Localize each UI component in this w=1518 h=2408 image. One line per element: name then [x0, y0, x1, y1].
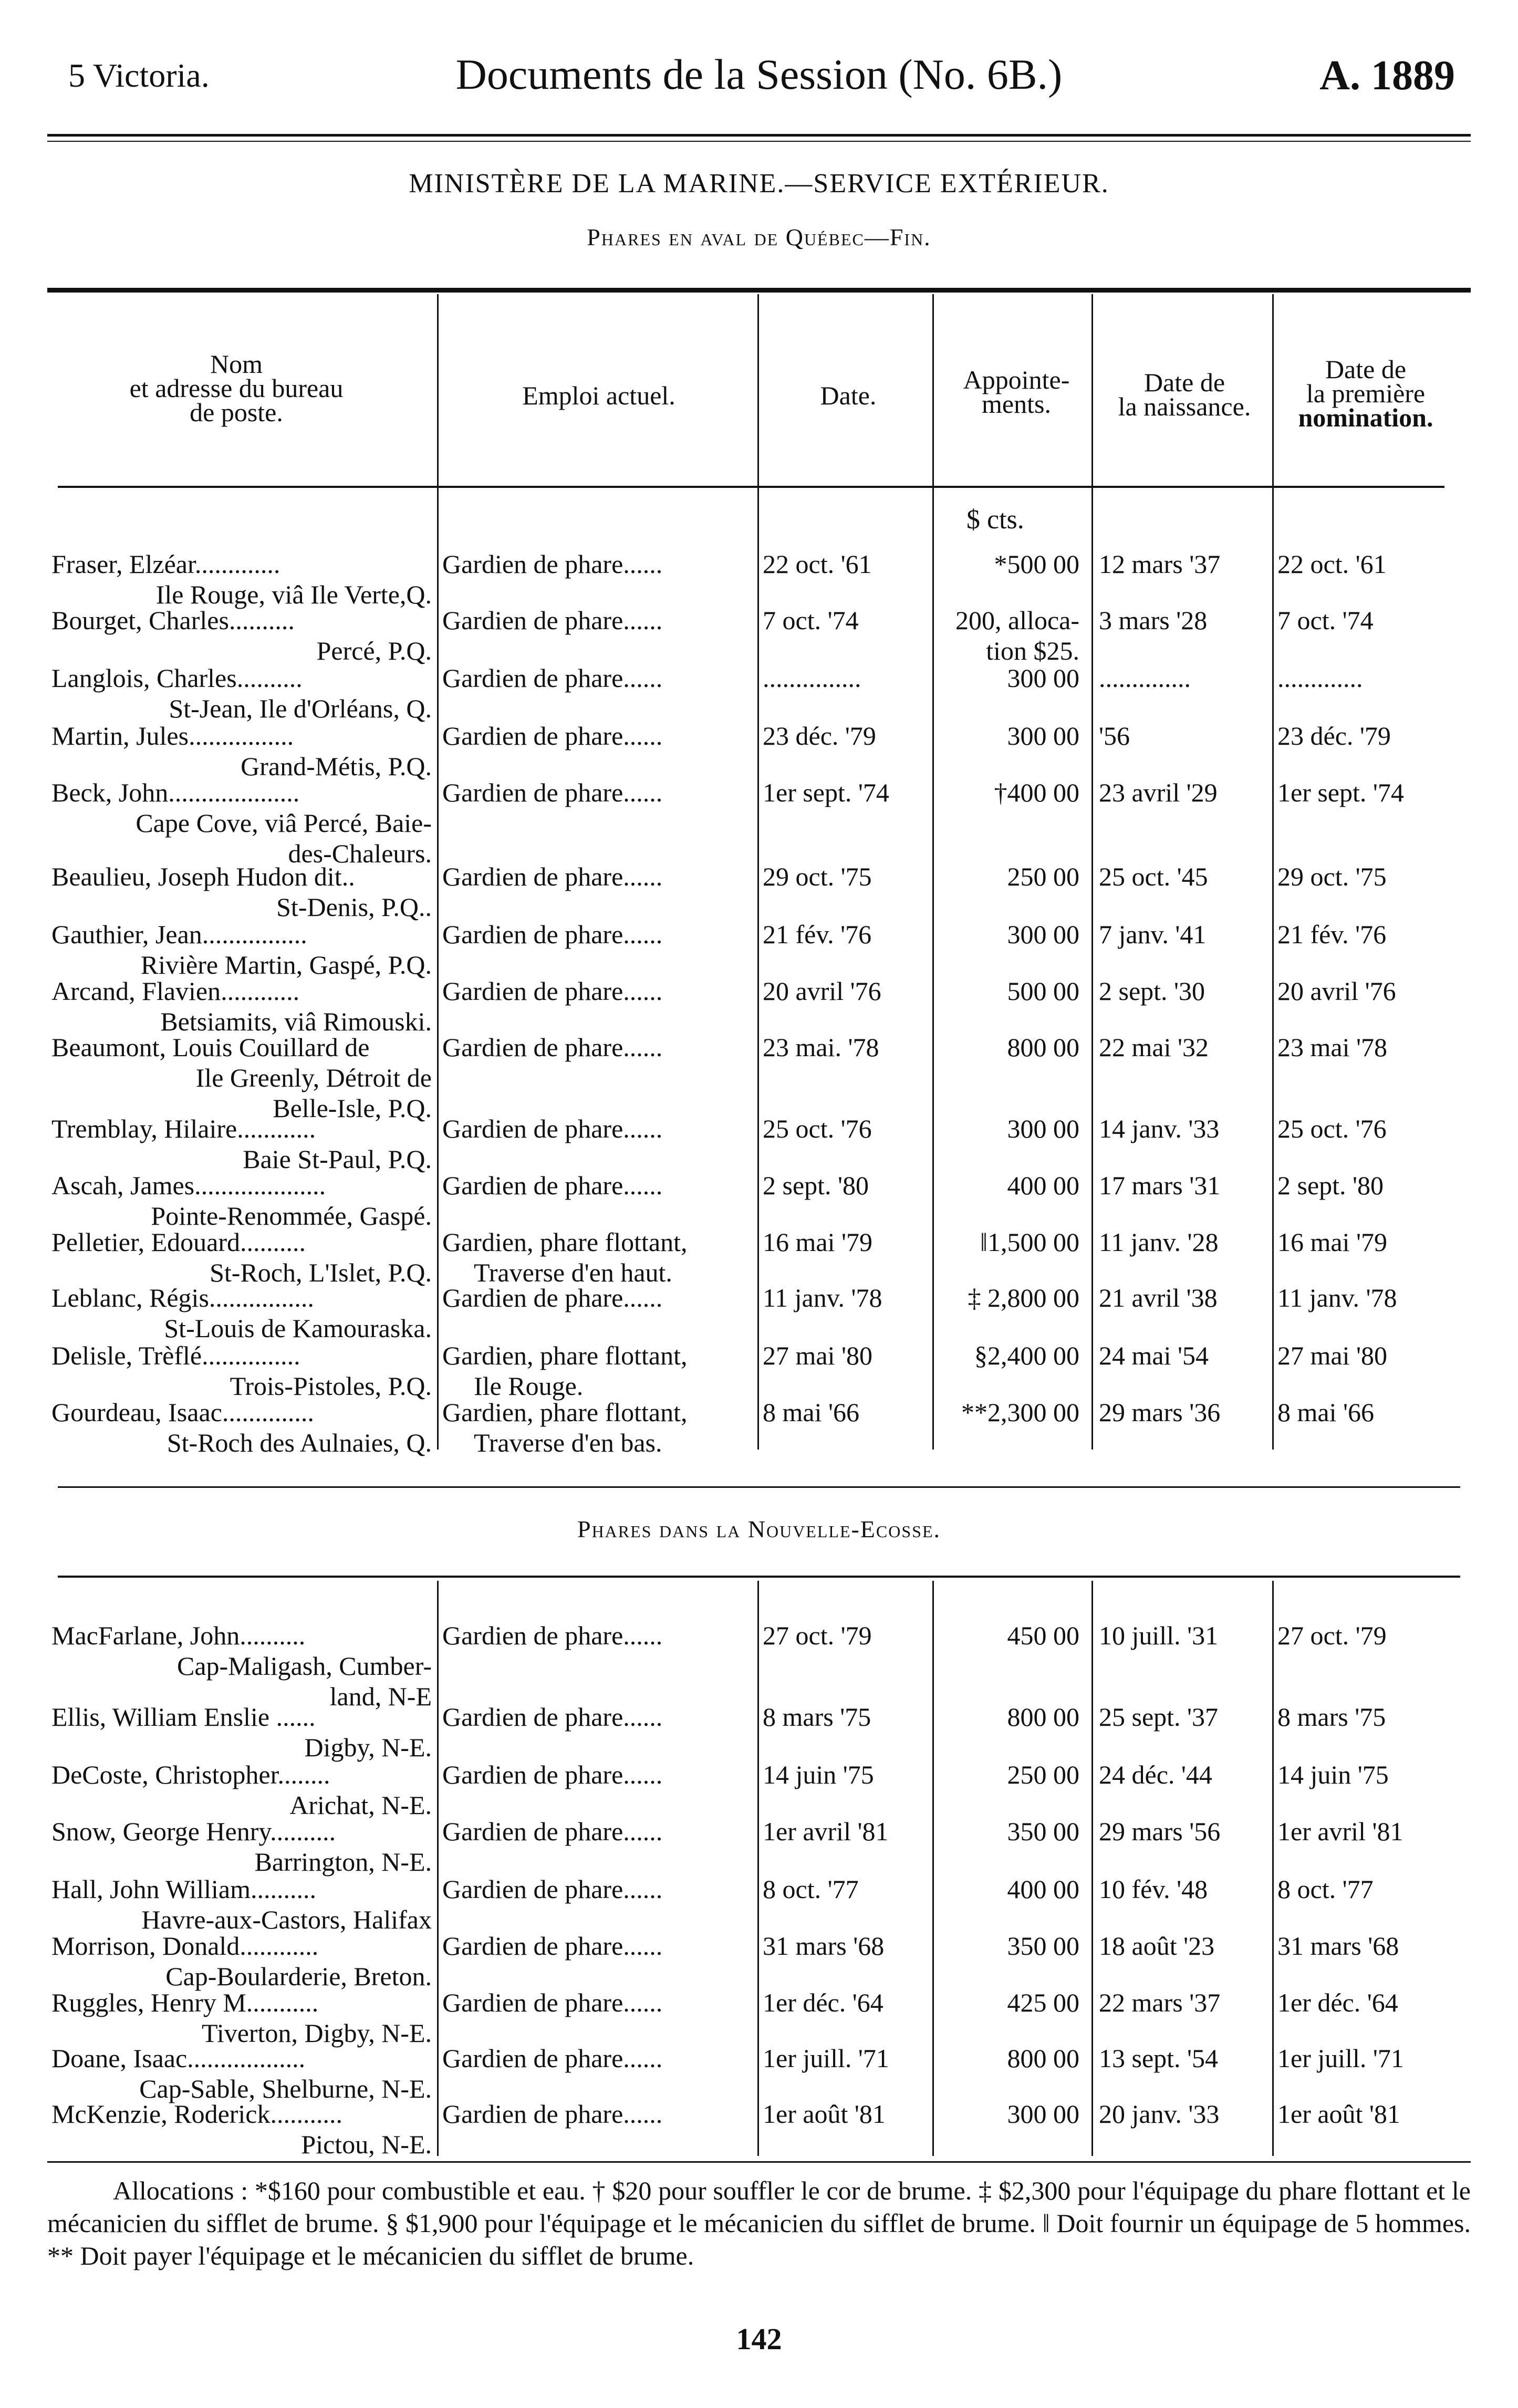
person-cell: [51, 2099, 435, 2160]
birth-date: 7 janv. '41: [1099, 920, 1207, 949]
first-nomination-date: 1er sept. '74: [1277, 778, 1404, 807]
salary-value: 300 00: [1007, 721, 1079, 750]
salary-cell: [938, 549, 1079, 579]
salary-cell: [938, 1874, 1079, 1904]
person-cell: [51, 919, 435, 980]
salary-value: 300 00: [1007, 2099, 1079, 2129]
salary-value: 300 00: [1007, 663, 1079, 693]
position-cell: [442, 1227, 755, 1288]
position-cell: [442, 721, 755, 751]
header-right: A. 1889: [1319, 53, 1455, 99]
person-cell: [51, 1340, 435, 1401]
column-header-nom-l2: et adresse du bureau: [129, 373, 344, 403]
position-cell: [442, 663, 755, 693]
appointment-date: 1er juill. '71: [763, 2044, 889, 2073]
position-cell: [442, 1874, 755, 1904]
salary-cell: [938, 2043, 1079, 2073]
birth-date: 2 sept. '30: [1099, 976, 1205, 1006]
column-header-appt-l2: ments.: [982, 389, 1051, 419]
salary-value: 800 00: [1007, 1033, 1079, 1062]
first-nomination-date: 27 mai '80: [1277, 1341, 1387, 1370]
salary-value: 800 00: [1007, 2044, 1079, 2073]
salary-value: 250 00: [1007, 862, 1079, 891]
person-name: Beaulieu, Joseph Hudon dit..: [51, 862, 355, 891]
column-divider: [757, 1581, 759, 2156]
salary-cell: [938, 976, 1079, 1006]
first-nomination-date: 23 déc. '79: [1277, 721, 1391, 750]
person-name: Gourdeau, Isaac..............: [51, 1398, 314, 1427]
birth-date: 25 sept. '37: [1099, 1702, 1219, 1732]
salary-value: 350 00: [1007, 1817, 1079, 1846]
person-name: Leblanc, Régis................: [51, 1283, 314, 1312]
salary-value: †400 00: [994, 778, 1079, 807]
salary-value: 425 00: [1007, 1988, 1079, 2017]
birth-date: 21 avril '38: [1099, 1283, 1218, 1312]
column-header-premiere-nomination: [1276, 357, 1455, 430]
first-nomination-date: 11 janv. '78: [1277, 1283, 1397, 1312]
salary-cell: [938, 1283, 1079, 1313]
appointment-date: 7 oct. '74: [763, 606, 859, 635]
post-office-address: St-Roch, L'Islet, P.Q.: [210, 1258, 432, 1287]
salary-value: ‡ 2,800 00: [968, 1283, 1079, 1312]
first-nomination-date: 20 avril '76: [1277, 976, 1396, 1006]
page-number: 142: [736, 2322, 782, 2356]
appointment-date: 2 sept. '80: [763, 1171, 869, 1200]
position-cell: [442, 1113, 755, 1144]
footnote-allocations: Allocations : *$160 pour combustible et eau. † $20 pour souffler le cor de brume. ‡ $2,300 pour l'équipage du phare flottant et le mécanicien du sifflet de brume. § $1,900 pour l'équipage et le mécanicien du sifflet de brume. ‖ Doit fournir un équipage de 5 hommes. ** Doit payer l'équipage et le mécanicien du sifflet de brume.: [47, 2176, 1471, 2270]
post-office-address-cont: land, N-E: [329, 1682, 432, 1711]
position-cell: [442, 1987, 755, 2018]
position-text-cont: Ile Rouge.: [474, 1371, 584, 1401]
position-text: Gardien de phare......: [442, 606, 663, 635]
appointment-date: 25 oct. '76: [763, 1114, 872, 1143]
post-office-address: Ile Greenly, Détroit de: [195, 1063, 432, 1092]
person-name: Bourget, Charles..........: [51, 606, 295, 635]
position-text: Gardien de phare......: [442, 862, 663, 891]
post-office-address: Barrington, N-E.: [254, 1847, 432, 1877]
post-office-address: Rivière Martin, Gaspé, P.Q.: [140, 950, 432, 979]
birth-date: 18 août '23: [1099, 1931, 1215, 1961]
position-cell: [442, 2099, 755, 2129]
person-name: Hall, John William..........: [51, 1874, 316, 1904]
post-office-address: Pointe-Renommée, Gaspé.: [151, 1201, 432, 1231]
person-name: Snow, George Henry..........: [51, 1817, 336, 1846]
person-cell: [51, 1759, 435, 1820]
position-text: Gardien de phare......: [442, 1171, 663, 1200]
first-nomination-date: 8 mars '75: [1277, 1702, 1386, 1732]
post-office-address: Cape Cove, viâ Percé, Baie-: [136, 808, 432, 838]
salary-cell: [938, 1987, 1079, 2018]
position-text: Gardien de phare......: [442, 1621, 663, 1650]
position-text: Gardien de phare......: [442, 920, 663, 949]
person-name: MacFarlane, John..........: [51, 1621, 306, 1650]
first-nomination-date: 7 oct. '74: [1277, 606, 1374, 635]
position-text: Gardien de phare......: [442, 778, 663, 807]
person-cell: [51, 1987, 435, 2048]
salary-cell: [938, 1702, 1079, 1732]
column-divider: [932, 1581, 934, 2156]
post-office-address: St-Jean, Ile d'Orléans, Q.: [169, 694, 432, 723]
footnote-rule: [47, 2161, 1471, 2163]
position-cell: [442, 1283, 755, 1313]
column-divider: [1091, 294, 1093, 1450]
person-name: DeCoste, Christopher........: [51, 1760, 330, 1789]
column-divider: [437, 294, 439, 1450]
position-text: Gardien de phare......: [442, 1874, 663, 1904]
salary-cell: [938, 2099, 1079, 2129]
position-cell: [442, 1340, 755, 1401]
position-text: Gardien de phare......: [442, 1702, 663, 1732]
person-cell: [51, 1283, 435, 1343]
person-name: Gauthier, Jean................: [51, 920, 307, 949]
first-nomination-date: 14 juin '75: [1277, 1760, 1389, 1789]
first-nomination-date: .............: [1277, 663, 1363, 693]
section2-top-rule: [58, 1576, 1460, 1578]
column-header-nom-l3: de poste.: [190, 398, 283, 427]
position-text: Gardien de phare......: [442, 549, 663, 579]
person-name: Morrison, Donald............: [51, 1931, 319, 1961]
column-header-appt-l1: Appointe-: [963, 365, 1070, 394]
post-office-address: Percé, P.Q.: [316, 636, 432, 665]
first-nomination-date: 1er juill. '71: [1277, 2044, 1404, 2073]
first-nomination-date: 29 oct. '75: [1277, 862, 1387, 891]
salary-value: 400 00: [1007, 1874, 1079, 1904]
person-cell: [51, 549, 435, 610]
person-cell: [51, 2043, 435, 2104]
birth-date: 29 mars '36: [1099, 1398, 1221, 1427]
salary-cell: [938, 1931, 1079, 1961]
birth-date: 22 mars '37: [1099, 1988, 1221, 2017]
birth-date: 22 mai '32: [1099, 1033, 1209, 1062]
appointment-date: 27 mai '80: [763, 1341, 872, 1370]
birth-date: 29 mars '56: [1099, 1817, 1221, 1846]
appointment-date: 20 avril '76: [763, 976, 881, 1006]
column-header-date: Date.: [820, 381, 877, 410]
position-text: Gardien de phare......: [442, 1114, 663, 1143]
salary-cell: [938, 1340, 1079, 1371]
person-name: Langlois, Charles..........: [51, 663, 303, 693]
first-nomination-date: 8 mai '66: [1277, 1398, 1374, 1427]
appointment-date: 8 oct. '77: [763, 1874, 859, 1904]
post-office-address: Havre-aux-Castors, Halifax: [141, 1905, 432, 1934]
birth-date: 20 janv. '33: [1099, 2099, 1220, 2129]
appointment-date: 1er déc. '64: [763, 1988, 883, 2017]
person-name: Doane, Isaac..................: [51, 2044, 306, 2073]
position-cell: [442, 1397, 755, 1458]
salary-value: 300 00: [1007, 920, 1079, 949]
currency-label: $ cts.: [966, 505, 1024, 535]
salary-cell: [938, 605, 1079, 666]
appointment-date: 1er sept. '74: [763, 778, 889, 807]
salary-value: 800 00: [1007, 1702, 1079, 1732]
post-office-address-cont: des-Chaleurs.: [288, 839, 432, 868]
birth-date: 10 juill. '31: [1099, 1621, 1219, 1650]
position-cell: [442, 1702, 755, 1732]
appointment-date: 27 oct. '79: [763, 1621, 872, 1650]
salary-value: 200, alloca-: [955, 606, 1079, 635]
column-divider: [1091, 1581, 1093, 2156]
birth-date: 11 janv. '28: [1099, 1227, 1219, 1257]
position-cell: [442, 549, 755, 579]
position-cell: [442, 2043, 755, 2073]
first-nomination-date: 25 oct. '76: [1277, 1114, 1387, 1143]
person-name: Beaumont, Louis Couillard de: [51, 1033, 370, 1062]
position-text: Gardien de phare......: [442, 1931, 663, 1961]
column-header-emploi: Emploi actuel.: [522, 381, 675, 410]
birth-date: '56: [1099, 721, 1130, 750]
first-nomination-date: 16 mai '79: [1277, 1227, 1387, 1257]
person-cell: [51, 1170, 435, 1231]
appointment-date: 29 oct. '75: [763, 862, 872, 891]
column-header-prem-l2: la première: [1306, 379, 1426, 408]
person-name: Pelletier, Edouard..........: [51, 1227, 306, 1257]
position-text: Gardien de phare......: [442, 2044, 663, 2073]
first-nomination-date: 2 sept. '80: [1277, 1171, 1384, 1200]
salary-cell: [938, 1397, 1079, 1427]
appointment-date: 8 mai '66: [763, 1398, 859, 1427]
appointment-date: 8 mars '75: [763, 1702, 871, 1732]
appointment-date: 23 déc. '79: [763, 721, 876, 750]
person-cell: [51, 1702, 435, 1763]
post-office-address-cont: Belle-Isle, P.Q.: [273, 1093, 432, 1123]
birth-date: 25 oct. '45: [1099, 862, 1208, 891]
person-cell: [51, 861, 435, 922]
position-text: Gardien de phare......: [442, 1033, 663, 1062]
post-office-address: Cap-Sable, Shelburne, N-E.: [139, 2074, 432, 2103]
person-name: McKenzie, Roderick...........: [51, 2099, 343, 2129]
birth-date: 14 janv. '33: [1099, 1114, 1220, 1143]
header-rule: [47, 134, 1471, 137]
table-top-rule: [47, 288, 1471, 293]
person-cell: [51, 976, 435, 1037]
birth-date: 3 mars '28: [1099, 606, 1208, 635]
header-rule-thin: [47, 141, 1471, 142]
appointment-date: 11 janv. '78: [763, 1283, 882, 1312]
birth-date: 13 sept. '54: [1099, 2044, 1219, 2073]
position-cell: [442, 1032, 755, 1062]
salary-value: 400 00: [1007, 1171, 1079, 1200]
person-name: Tremblay, Hilaire............: [51, 1114, 316, 1143]
appointment-date: 14 juin '75: [763, 1760, 874, 1789]
post-office-address: Pictou, N-E.: [301, 2130, 432, 2159]
position-cell: [442, 1759, 755, 1790]
position-text: Gardien de phare......: [442, 1283, 663, 1312]
salary-value: §2,400 00: [974, 1341, 1079, 1370]
position-text: Gardien de phare......: [442, 976, 663, 1006]
column-divider: [437, 1581, 439, 2156]
salary-cell: [938, 861, 1079, 892]
header-bottom-rule: [58, 486, 1444, 488]
birth-date: 17 mars '31: [1099, 1171, 1221, 1200]
first-nomination-date: 1er août '81: [1277, 2099, 1400, 2129]
salary-value: 500 00: [1007, 976, 1079, 1006]
salary-value: **2,300 00: [961, 1398, 1079, 1427]
person-cell: [51, 1620, 435, 1712]
column-header-naiss-l1: Date de: [1143, 368, 1225, 397]
position-text: Gardien de phare......: [442, 1760, 663, 1789]
appointment-date: 23 mai. '78: [763, 1033, 879, 1062]
position-text-cont: Traverse d'en haut.: [474, 1258, 672, 1287]
post-office-address: Tiverton, Digby, N-E.: [202, 2018, 432, 2048]
salary-cell: [938, 663, 1079, 693]
salary-cell: [938, 1170, 1079, 1201]
column-divider: [932, 294, 934, 1450]
person-cell: [51, 663, 435, 724]
first-nomination-date: 31 mars '68: [1277, 1931, 1399, 1961]
position-cell: [442, 861, 755, 892]
column-divider: [1272, 294, 1274, 1450]
person-name: Beck, John....................: [51, 778, 300, 807]
post-office-address: St-Roch des Aulnaies, Q.: [167, 1428, 432, 1457]
salary-value: 250 00: [1007, 1760, 1079, 1789]
appointment-date: 1er août '81: [763, 2099, 886, 2129]
person-cell: [51, 1816, 435, 1877]
section-title-nouvelle-ecosse: Phares dans la Nouvelle-Ecosse.: [577, 1516, 941, 1542]
appointment-date: 31 mars '68: [763, 1931, 885, 1961]
position-cell: [442, 976, 755, 1006]
position-text: Gardien de phare......: [442, 1988, 663, 2017]
section-title-quebec: Phares en aval de Québec—Fin.: [587, 224, 931, 251]
salary-cell: [938, 1032, 1079, 1062]
person-name: Ascah, James....................: [51, 1171, 326, 1200]
column-header-nom: [53, 349, 420, 427]
first-nomination-date: 22 oct. '61: [1277, 549, 1387, 579]
salary-note: tion $25.: [986, 636, 1079, 665]
position-cell: [442, 1816, 755, 1847]
birth-date: 24 mai '54: [1099, 1341, 1209, 1370]
column-header-naiss-l2: la naissance.: [1118, 392, 1251, 421]
post-office-address: Cap-Maligash, Cumber-: [176, 1651, 432, 1681]
position-cell: [442, 1620, 755, 1651]
salary-cell: [938, 1620, 1079, 1651]
salary-cell: [938, 919, 1079, 950]
page-title: MINISTÈRE DE LA MARINE.—SERVICE EXTÉRIEUR.: [409, 169, 1109, 199]
column-header-nom-l1: Nom: [210, 349, 263, 379]
first-nomination-date: 8 oct. '77: [1277, 1874, 1374, 1904]
salary-value: ‖1,500 00: [980, 1227, 1079, 1257]
post-office-address: Digby, N-E.: [304, 1733, 432, 1762]
salary-cell: [938, 1113, 1079, 1144]
salary-cell: [938, 1227, 1079, 1257]
salary-cell: [938, 721, 1079, 751]
birth-date: 24 déc. '44: [1099, 1760, 1212, 1789]
first-nomination-date: 1er avril '81: [1277, 1817, 1403, 1846]
person-cell: [51, 721, 435, 781]
column-header-naissance: [1095, 370, 1274, 419]
section-divider: [58, 1486, 1460, 1488]
birth-date: 23 avril '29: [1099, 778, 1218, 807]
person-name: Fraser, Elzéar.............: [51, 549, 280, 579]
salary-value: 300 00: [1007, 1114, 1079, 1143]
birth-date: 12 mars '37: [1099, 549, 1221, 579]
birth-date: 10 fév. '48: [1099, 1874, 1208, 1904]
position-cell: [442, 1170, 755, 1201]
salary-value: *500 00: [994, 549, 1079, 579]
person-name: Ellis, William Enslie ......: [51, 1702, 316, 1732]
person-cell: [51, 605, 435, 666]
column-header-appointements: [940, 365, 1093, 419]
appointment-date: 16 mai '79: [763, 1227, 872, 1257]
person-cell: [51, 777, 435, 869]
post-office-address: Baie St-Paul, P.Q.: [243, 1144, 432, 1174]
post-office-address: Trois-Pistoles, P.Q.: [230, 1371, 432, 1401]
position-text-cont: Traverse d'en bas.: [474, 1428, 662, 1457]
person-name: Martin, Jules................: [51, 721, 294, 750]
position-text: Gardien, phare flottant,: [442, 1227, 688, 1257]
first-nomination-date: 27 oct. '79: [1277, 1621, 1387, 1650]
post-office-address: Ile Rouge, viâ Ile Verte,Q.: [155, 580, 432, 609]
person-name: Arcand, Flavien............: [51, 976, 300, 1006]
first-nomination-date: 1er déc. '64: [1277, 1988, 1398, 2017]
appointment-date: ...............: [763, 663, 861, 693]
salary-value: 450 00: [1007, 1621, 1079, 1650]
position-cell: [442, 1931, 755, 1961]
salary-cell: [938, 1816, 1079, 1847]
birth-date: ..............: [1099, 663, 1191, 693]
first-nomination-date: 21 fév. '76: [1277, 920, 1387, 949]
salary-cell: [938, 777, 1079, 808]
person-cell: [51, 1227, 435, 1288]
person-cell: [51, 1032, 435, 1123]
column-divider: [757, 294, 759, 1450]
person-cell: [51, 1874, 435, 1935]
post-office-address: Arichat, N-E.: [289, 1790, 432, 1820]
first-nomination-date: 23 mai '78: [1277, 1033, 1387, 1062]
position-cell: [442, 777, 755, 808]
person-cell: [51, 1931, 435, 1992]
column-header-prem-l3: nomination.: [1298, 403, 1433, 432]
person-cell: [51, 1397, 435, 1458]
appointment-date: 1er avril '81: [763, 1817, 889, 1846]
position-text: Gardien de phare......: [442, 1817, 663, 1846]
salary-cell: [938, 1759, 1079, 1790]
header-left: 5 Victoria.: [68, 57, 210, 94]
position-cell: [442, 919, 755, 950]
person-cell: [51, 1113, 435, 1174]
appointment-date: 21 fév. '76: [763, 920, 872, 949]
post-office-address: Betsiamits, viâ Rimouski.: [160, 1007, 432, 1036]
post-office-address: Grand-Métis, P.Q.: [241, 752, 432, 781]
post-office-address: Cap-Boularderie, Breton.: [165, 1962, 432, 1991]
salary-value: 350 00: [1007, 1931, 1079, 1961]
position-text: Gardien de phare......: [442, 721, 663, 750]
column-divider: [1272, 1581, 1274, 2156]
post-office-address: St-Denis, P.Q..: [276, 892, 432, 922]
post-office-address: St-Louis de Kamouraska.: [164, 1314, 432, 1343]
running-header: [47, 50, 1471, 102]
position-text: Gardien de phare......: [442, 2099, 663, 2129]
person-name: Delisle, Trèflé...............: [51, 1341, 300, 1370]
position-cell: [442, 605, 755, 635]
column-header-prem-l1: Date de: [1325, 355, 1407, 384]
position-text: Gardien, phare flottant,: [442, 1398, 688, 1427]
position-text: Gardien de phare......: [442, 663, 663, 693]
person-name: Ruggles, Henry M...........: [51, 1988, 319, 2017]
position-text: Gardien, phare flottant,: [442, 1341, 688, 1370]
appointment-date: 22 oct. '61: [763, 549, 872, 579]
header-center: Documents de la Session (No. 6B.): [455, 50, 1063, 98]
